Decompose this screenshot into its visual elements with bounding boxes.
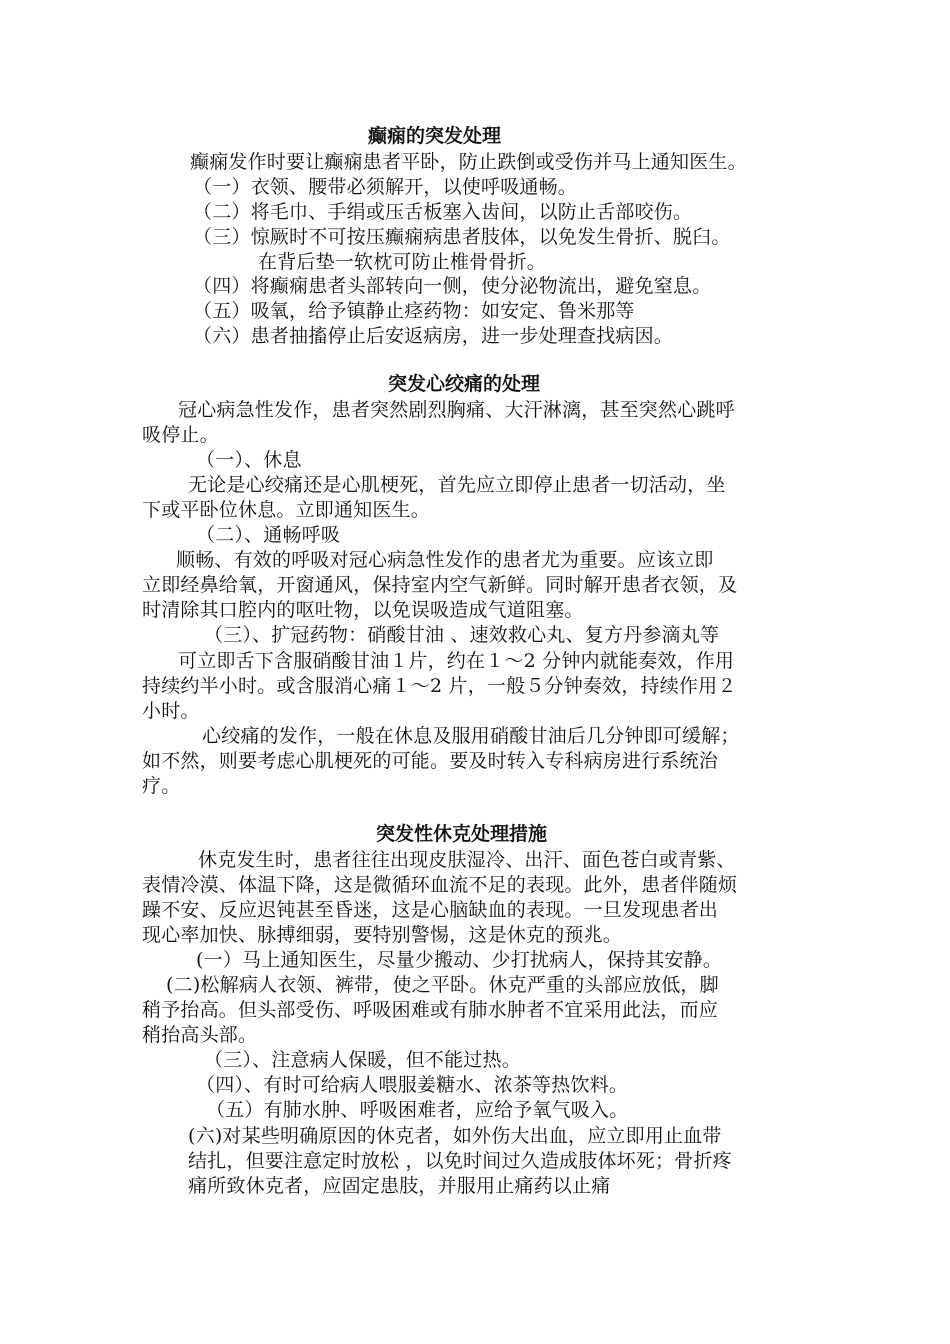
- list-item: （三）、注意病人保暖，但不能过热。: [204, 1049, 521, 1071]
- paragraph-line: 顺畅、有效的呼吸对冠心病急性发作的患者尤为重要。应该立即: [176, 549, 714, 571]
- list-item: （五）吸氧，给予镇静止痉药物：如安定、鲁米那等: [193, 300, 635, 322]
- list-item-continuation: 在背后垫一软枕可防止椎骨骨折。: [258, 251, 547, 273]
- paragraph-line: 无论是心绞痛还是心肌梗死，首先应立即停止患者一切活动，坐: [188, 474, 726, 496]
- subheading: （二）、通畅呼吸: [196, 524, 341, 546]
- list-item: (二)松解病人衣领、裤带，使之平卧。休克严重的头部应放低，脚: [166, 974, 719, 996]
- subheading: （三）、扩冠药物：硝酸甘油 、速效救心丸、复方丹参滴丸等: [204, 624, 720, 646]
- list-item: (一）马上通知医生，尽量少搬动、少打扰病人，保持其安静。: [196, 949, 723, 971]
- list-item: （二）将毛巾、手绢或压舌板塞入齿间，以防止舌部咬伤。: [193, 201, 693, 223]
- paragraph-line: 躁不安、反应迟钝甚至昏迷，这是心脑缺血的表现。一旦发现患者出: [142, 899, 719, 921]
- list-item: （三）惊厥时不可按压癫痫病患者肢体，以免发生骨折、脱臼。: [193, 226, 731, 248]
- subheading: （一）、休息: [196, 449, 302, 471]
- list-item-continuation: 痛所致休克者，应固定患肢，并服用止痛药以止痛: [188, 1175, 611, 1197]
- paragraph-line: 小时。: [142, 700, 200, 722]
- list-item: （四）、有时可给病人喂服姜糖水、浓茶等热饮料。: [196, 1074, 629, 1096]
- paragraph-line: 吸停止。: [142, 424, 219, 446]
- paragraph-line: 现心率加快、脉搏细弱，要特别警惕，这是休克的预兆。: [142, 924, 623, 946]
- list-item: （六）患者抽搐停止后安返病房，进一步处理查找病因。: [193, 325, 674, 347]
- paragraph-line: 立即经鼻给氧，开窗通风，保持室内空气新鲜。同时解开患者衣领，及: [142, 574, 738, 596]
- list-item: (六)对某些明确原因的休克者，如外伤大出血，应立即用止血带: [188, 1125, 722, 1147]
- paragraph-line: 冠心病急性发作，患者突然剧烈胸痛、大汗淋漓，甚至突然心跳呼: [178, 399, 735, 421]
- paragraph-line: 持续约半小时。或含服消心痛１～2 片，一般５分钟奏效，持续作用２: [142, 675, 737, 697]
- paragraph-line: 稍予抬高。但头部受伤、呼吸困难或有肺水肿者不宜采用此法，而应: [142, 999, 719, 1021]
- paragraph-line: 可立即舌下含服硝酸甘油１片，约在１～2 分钟内就能奏效，作用: [178, 650, 735, 672]
- list-item: （一）衣领、腰带必须解开，以使呼吸通畅。: [193, 176, 578, 198]
- paragraph-line: 表情冷漠、体温下降，这是微循环血流不足的表现。此外，患者伴随烦: [142, 874, 738, 896]
- list-item: （五）有肺水肿、呼吸困难者，应给予氧气吸入。: [206, 1099, 629, 1121]
- paragraph-line: 心绞痛的发作，一般在休息及服用硝酸甘油后几分钟即可缓解；: [202, 725, 740, 747]
- paragraph-line: 稍抬高头部。: [142, 1024, 258, 1046]
- paragraph-line: 如不然，则要考虑心肌梗死的可能。要及时转入专科病房进行系统治: [142, 750, 719, 772]
- section-title-epilepsy: 癫痫的突发处理: [368, 125, 502, 147]
- list-item-continuation: 结扎，但要注意定时放松 ，以免时间过久造成肢体坏死；骨折疼: [188, 1150, 732, 1172]
- paragraph-line: 时清除其口腔内的呕吐物，以免误吸造成气道阻塞。: [142, 599, 584, 621]
- paragraph-line: 癫痫发作时要让癫痫患者平卧，防止跌倒或受伤并马上通知医生。: [190, 151, 747, 173]
- paragraph-line: 下或平卧位休息。立即通知医生。: [142, 499, 431, 521]
- paragraph-line: 疗。: [142, 775, 181, 797]
- section-title-shock: 突发性休克处理措施: [376, 823, 548, 845]
- list-item: （四）将癫痫患者头部转向一侧，使分泌物流出，避免窒息。: [193, 275, 712, 297]
- paragraph-line: 休克发生时，患者往往出现皮肤湿冷、出汗、面色苍白或青紫、: [198, 849, 736, 871]
- section-title-angina: 突发心绞痛的处理: [388, 373, 541, 395]
